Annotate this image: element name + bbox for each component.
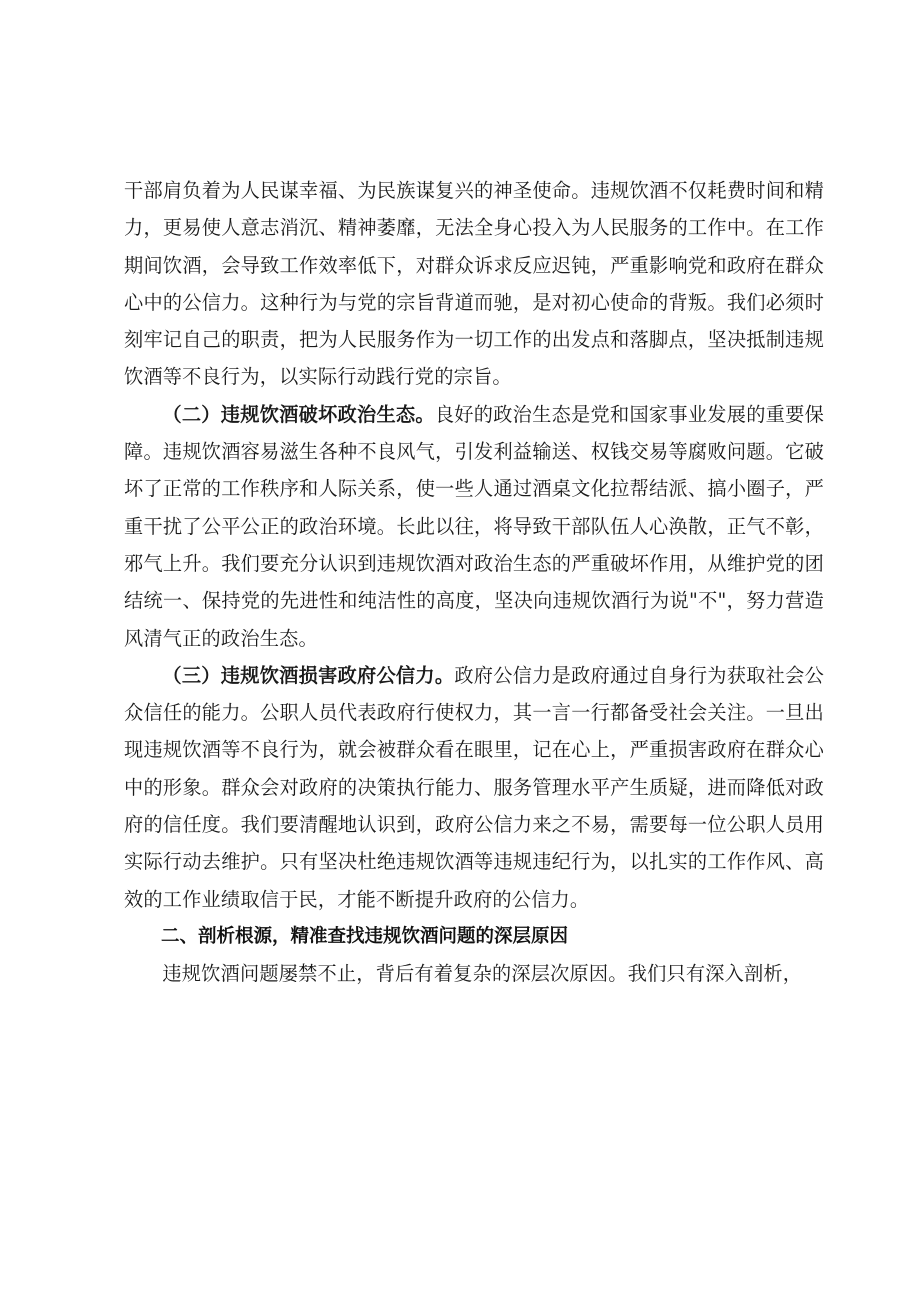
paragraph-lead: （三）违规饮酒损害政府公信力。 [162,663,455,687]
body-paragraph-closing [124,955,824,992]
paragraph-text: 违规饮酒问题屡禁不止，背后有着复杂的深层次原因。我们只有深入剖析， [162,962,803,986]
body-paragraph-continued [124,172,824,396]
paragraph-text: 政府公信力是政府通过自身行为获取社会公众信任的能力。公职人员代表政府行使权力，其一言一行都备受社会关注。一旦出现违规饮酒等不良行为，就会被群众看在眼里，记在心上，严重损害政府在群众心中的形象。群众会对政府的决策执行能力、服务管理水平产生质疑，进而降低对政府的信任度。我们要清醒地认识到，政府公信力来之不易，需要每一位公职人员用实际行动去维护。只有坚决杜绝违规饮酒等违规违纪行为，以扎实的工作作风、高效的工作业绩取信于民，才能不断提升政府的公信力。 [124,663,824,911]
section-heading: 二、剖析根源，精准查找违规饮酒问题的深层原因 [161,925,569,947]
body-paragraph-political-ecology [124,396,824,657]
paragraph-lead: （二）违规饮酒破坏政治生态。 [162,402,435,426]
paragraph-text: 干部肩负着为人民谋幸福、为民族谋复兴的神圣使命。违规饮酒不仅耗费时间和精力，更易使人意志消沉、精神萎靡，无法全身心投入为人民服务的工作中。在工作期间饮酒，会导致工作效率低下，对群众诉求反应迟钝，严重影响党和政府在群众心中的公信力。这种行为与党的宗旨背道而驰，是对初心使命的背叛。我们必须时刻牢记自己的职责，把为人民服务作为一切工作的出发点和落脚点，坚决抵制违规饮酒等不良行为，以实际行动践行党的宗旨。 [124,179,824,389]
paragraph-text: 良好的政治生态是党和国家事业发展的重要保障。违规饮酒容易滋生各种不良风气，引发利益输送、权钱交易等腐败问题。它破坏了正常的工作秩序和人际关系，使一些人通过酒桌文化拉帮结派、搞小圈子，严重干扰了公平公正的政治环境。长此以往，将导致干部队伍人心涣散，正气不彰，邪气上升。我们要充分认识到违规饮酒对政治生态的严重破坏作用，从维护党的团结统一、保持党的先进性和纯洁性的高度，坚决向违规饮酒行为说"不"，努力营造风清气正的政治生态。 [124,402,824,650]
document-body [124,172,824,993]
body-paragraph-government-credibility [124,657,824,918]
